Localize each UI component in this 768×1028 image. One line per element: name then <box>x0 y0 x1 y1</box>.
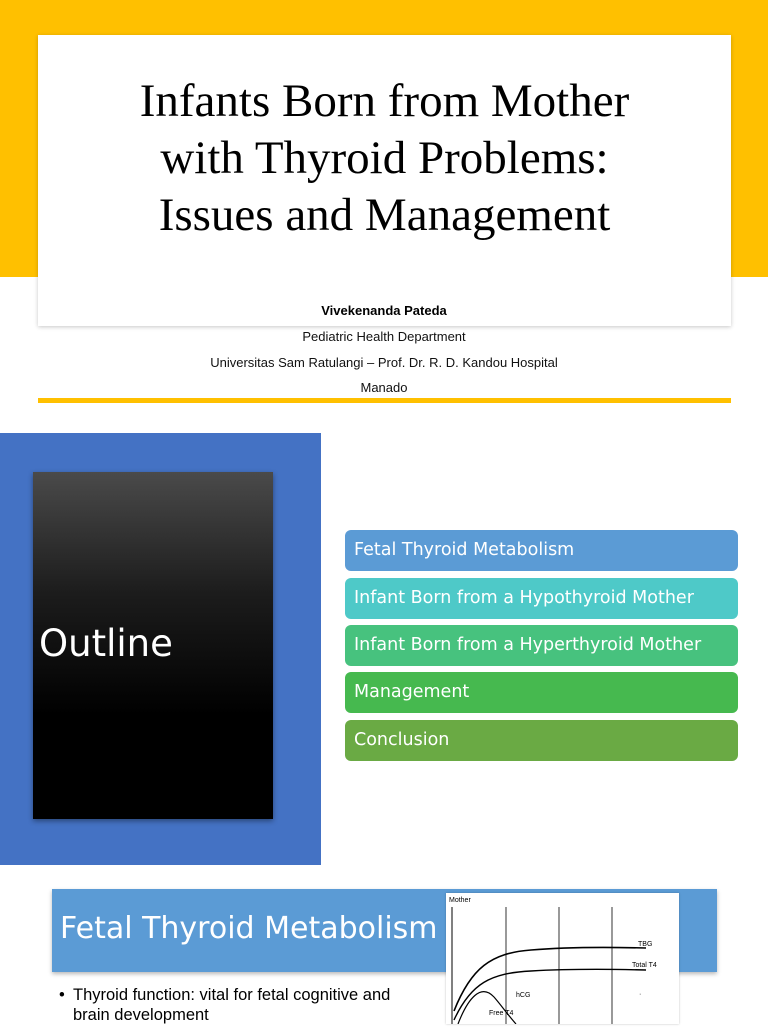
outline-item-hypothyroid-mother: Infant Born from a Hypothyroid Mother <box>345 578 738 619</box>
tbg-label: TBG <box>638 941 653 948</box>
title-slide <box>0 0 768 420</box>
bullet-text: Thyroid function: vital for fetal cognitive and brain development <box>73 986 391 1024</box>
thyroid-hormone-figure-svg <box>446 893 679 1024</box>
bullet-item <box>59 985 409 1025</box>
tbg-curve <box>454 947 646 1011</box>
thyroid-hormone-figure <box>446 893 679 1024</box>
hcg-label: hCG <box>516 992 531 999</box>
author-name: Vivekenanda Pateda <box>321 303 447 318</box>
fetal-thyroid-slide <box>0 875 768 1024</box>
presentation-title <box>140 73 629 244</box>
outline-item-management: Management <box>345 672 738 713</box>
outline-slide <box>0 420 768 875</box>
outline-item-hyperthyroid-mother: Infant Born from a Hyperthyroid Mother <box>345 625 738 666</box>
title-line-3: Issues and Management <box>158 188 611 241</box>
title-line-2: with Thyroid Problems: <box>160 131 609 184</box>
slide-title: Fetal Thyroid Metabolism <box>60 911 438 946</box>
outline-item-fetal-thyroid-metabolism: Fetal Thyroid Metabolism <box>345 530 738 571</box>
title-divider <box>38 398 731 403</box>
total-t4-label: Total T4 <box>632 962 657 969</box>
free-t4-label: Free T4 <box>489 1010 514 1017</box>
figure-dot: · <box>639 991 642 998</box>
outline-heading: Outline <box>39 622 173 665</box>
bullet-dot: • <box>59 986 65 1004</box>
hcg-curve <box>458 992 516 1024</box>
institution: Universitas Sam Ratulangi – Prof. Dr. R. D. Kandou Hospital <box>210 355 558 370</box>
title-card <box>38 35 731 326</box>
figure-panel-label: Mother <box>449 897 471 904</box>
total-t4-curve <box>454 969 646 1020</box>
title-line-1: Infants Born from Mother <box>139 74 630 127</box>
city: Manado <box>360 380 408 395</box>
outline-heading-panel <box>33 472 273 819</box>
department: Pediatric Health Department <box>302 329 466 344</box>
outline-item-conclusion: Conclusion <box>345 720 738 761</box>
